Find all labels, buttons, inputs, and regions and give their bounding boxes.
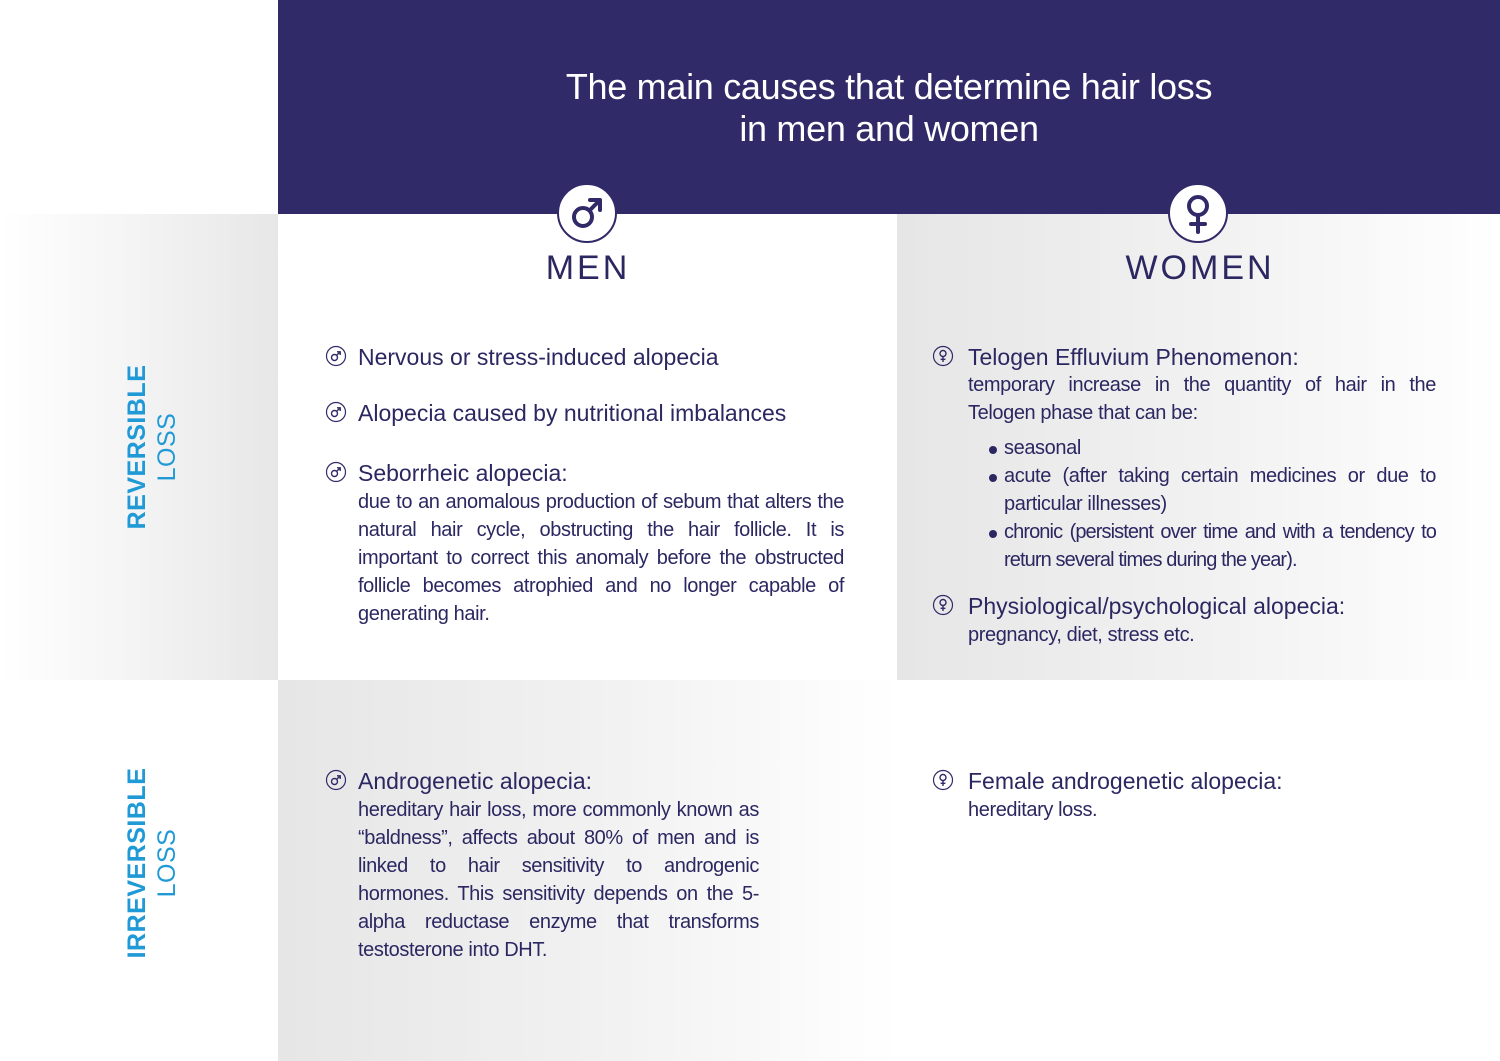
list-item-description: hereditary loss. [968,799,1098,821]
bullet-text: acute (after taking certain medicines or due to particular illnesses) [1004,465,1436,515]
male-bullet-icon [325,345,347,367]
page-title [278,66,1500,150]
reversible-label-bold: REVERSIBLE [123,364,151,530]
irreversible-label-light: LOSS [153,828,181,898]
list-item-description: due to an anomalous production of sebum that alters the natural hair cycle, obstructing the hair follicle. It is important to correct this anomaly before the obstructed follicle becomes atrophied and no longer capable of generating hair. [358,491,844,625]
list-item [1004,434,1436,462]
list-item [1004,462,1436,518]
reversible-label-light: LOSS [153,412,181,482]
bullet-text: seasonal [1004,437,1081,459]
page-title-line-2: in men and women [739,108,1039,149]
bullet-text: chronic (persistent over time and with a tendency to return several times during the year). [1004,521,1436,571]
reversible-loss-label [122,337,182,557]
female-bullet-icon [932,594,954,616]
list-item-description: temporary increase in the quantity of hair in the Telogen phase that can be: [968,374,1436,424]
male-bullet-icon [325,769,347,791]
male-bullet-icon [325,401,347,423]
female-symbol-icon [1168,183,1228,243]
male-symbol-icon [557,183,617,243]
female-bullet-icon [932,769,954,791]
list-item-title: Seborrheic alopecia: [358,460,568,486]
list-item-description: pregnancy, diet, stress etc. [968,624,1195,646]
female-bullet-icon [932,345,954,367]
list-item-title: Alopecia caused by nutritional imbalances [358,400,787,426]
women-column-heading: WOMEN [1125,249,1275,287]
bullet-list [1004,434,1436,574]
list-item-title: Androgenetic alopecia: [358,768,592,794]
list-item-description: hereditary hair loss, more commonly known as “baldness”, affects about 80% of men and is linked to hair sensitivity to androgenic hormones. This sensitivity depends on the 5-alpha reductase enzyme that transforms testosterone into DHT. [358,799,759,961]
bullet-dot [989,530,997,538]
list-item-title: Telogen Effluvium Phenomenon: [968,344,1299,370]
bullet-dot [989,446,997,454]
list-item-title: Female androgenetic alopecia: [968,768,1283,794]
irreversible-loss-label [122,743,182,983]
male-bullet-icon [325,461,347,483]
list-item [1004,518,1436,574]
men-column-heading: MEN [545,249,631,287]
list-item-title: Physiological/psychological alopecia: [968,593,1346,619]
page-title-line-1: The main causes that determine hair loss [565,66,1213,107]
irreversible-label-bold: IRREVERSIBLE [123,767,151,959]
list-item-title: Nervous or stress-induced alopecia [358,344,719,370]
bullet-dot [989,474,997,482]
